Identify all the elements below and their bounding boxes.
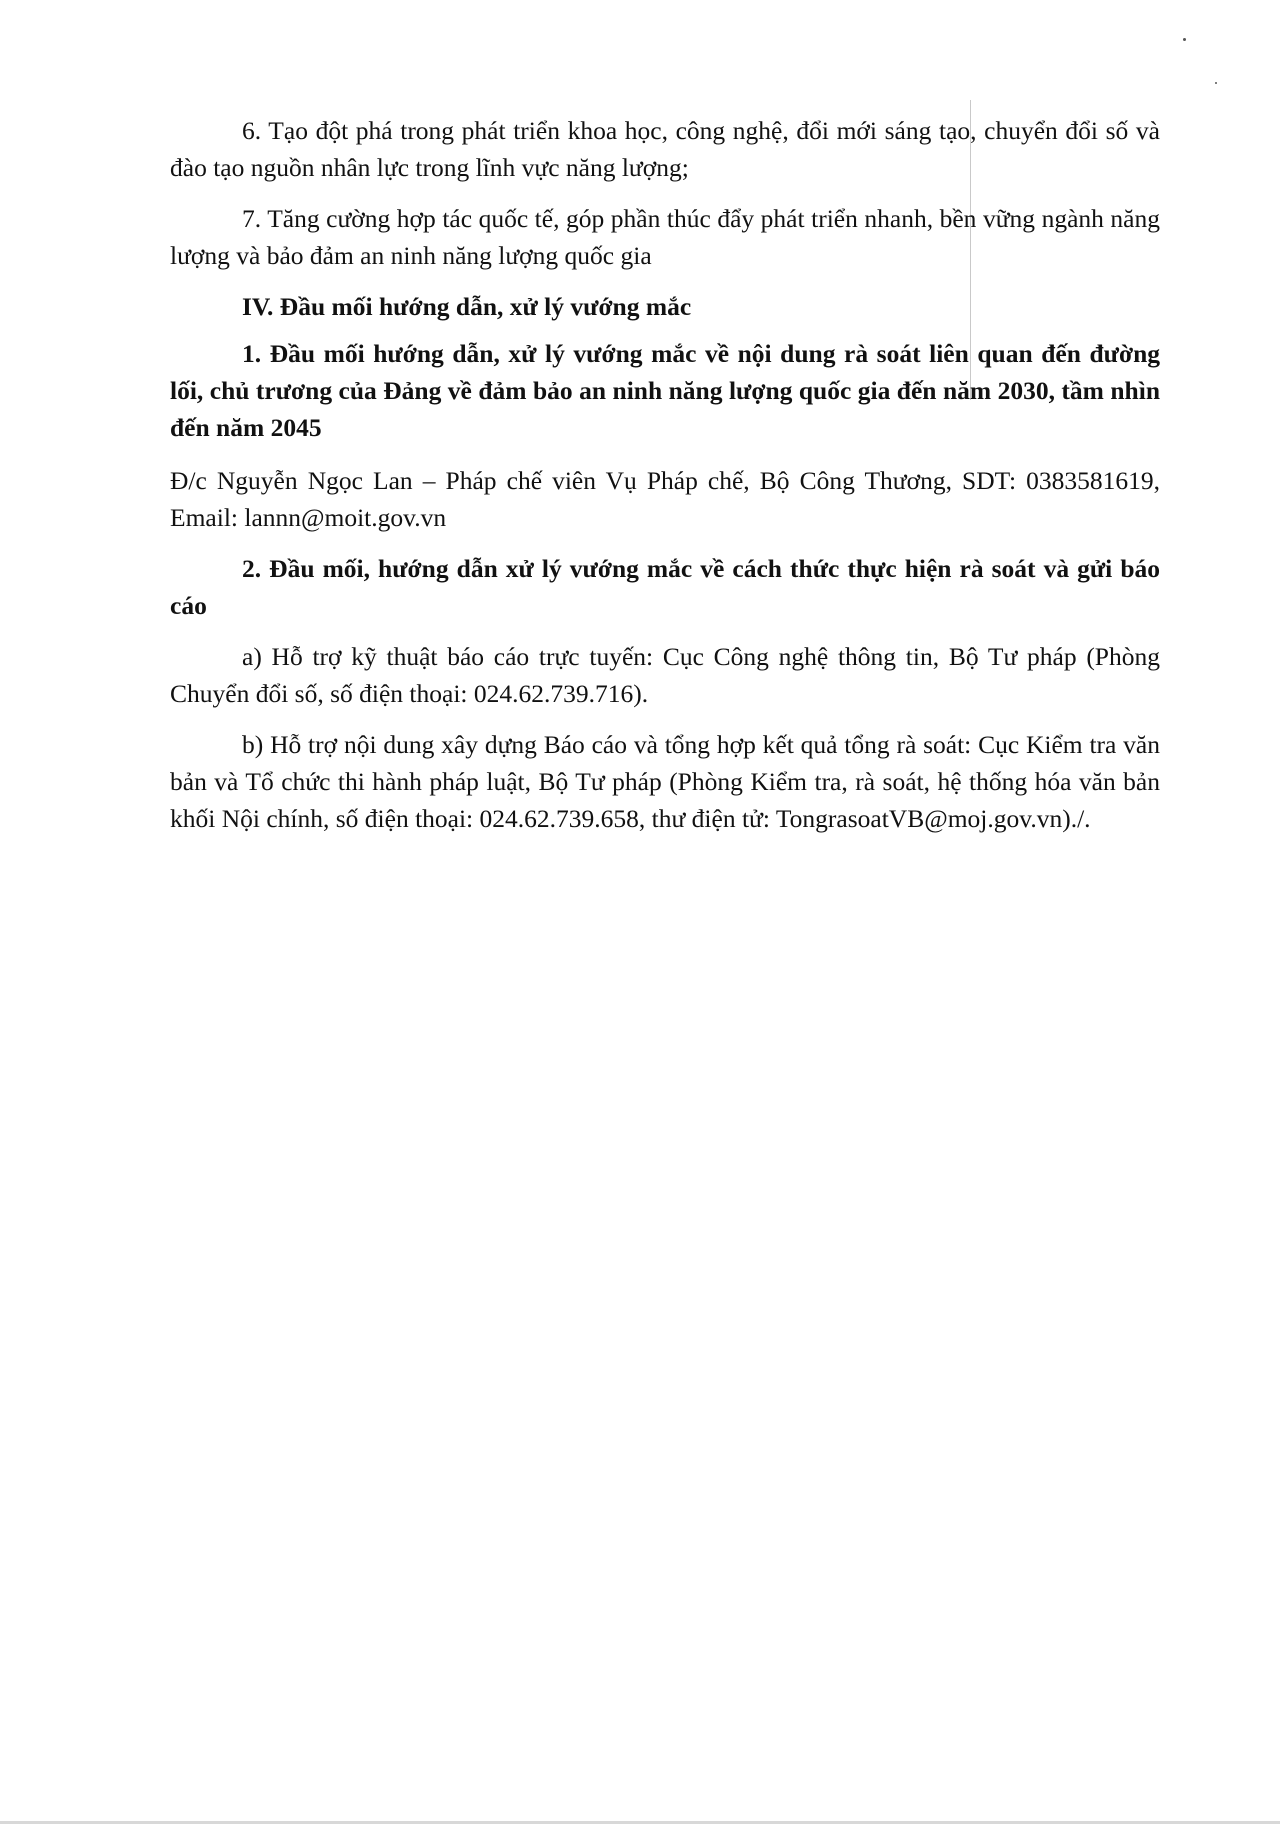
document-body xyxy=(170,112,1160,837)
scan-speck xyxy=(1215,82,1217,84)
subsection-2b-paragraph: b) Hỗ trợ nội dung xây dựng Báo cáo và tổng hợp kết quả tổng rà soát: Cục Kiểm tra văn bản và Tổ chức thi hành pháp luật, Bộ Tư pháp (Phòng Kiểm tra, rà soát, hệ thống hóa văn bản khối Nội chính, số điện thoại: 024.62.739.658, thư điện tử: TongrasoatVB@moj.gov.vn)./. xyxy=(170,730,1160,833)
subsection-2-heading: 2. Đầu mối, hướng dẫn xử lý vướng mắc về cách thức thực hiện rà soát và gửi báo cáo xyxy=(170,554,1160,620)
item-6-paragraph: 6. Tạo đột phá trong phát triển khoa học, công nghệ, đổi mới sáng tạo, chuyển đổi số và đào tạo nguồn nhân lực trong lĩnh vực năng lượng; xyxy=(170,116,1160,182)
scan-speck xyxy=(1183,38,1186,41)
subsection-1-heading: 1. Đầu mối hướng dẫn, xử lý vướng mắc về nội dung rà soát liên quan đến đường lối, chủ trương của Đảng về đảm bảo an ninh năng lượng quốc gia đến năm 2030, tầm nhìn đến năm 2045 xyxy=(170,339,1160,442)
section-iv-heading: IV. Đầu mối hướng dẫn, xử lý vướng mắc xyxy=(242,292,692,321)
subsection-1-contact: Đ/c Nguyễn Ngọc Lan – Pháp chế viên Vụ Pháp chế, Bộ Công Thương, SDT: 0383581619, Email: lannn@moit.gov.vn xyxy=(170,466,1160,532)
item-7-paragraph: 7. Tăng cường hợp tác quốc tế, góp phần thúc đẩy phát triển nhanh, bền vững ngành năng lượng và bảo đảm an ninh năng lượng quốc gia xyxy=(170,204,1160,270)
subsection-2a-paragraph: a) Hỗ trợ kỹ thuật báo cáo trực tuyến: Cục Công nghệ thông tin, Bộ Tư pháp (Phòng Chuyển đổi số, số điện thoại: 024.62.739.716). xyxy=(170,642,1160,708)
